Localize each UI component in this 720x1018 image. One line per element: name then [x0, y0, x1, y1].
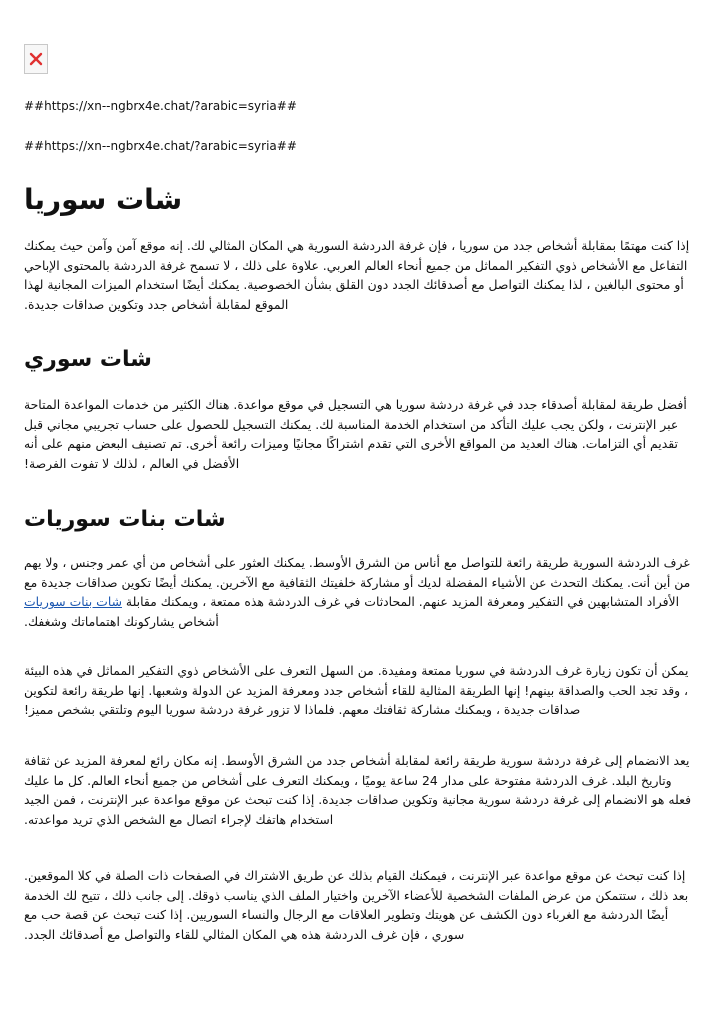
broken-image-icon	[29, 52, 43, 66]
paragraph-text: غرف الدردشة السورية طريقة رائعة للتواصل مع أناس من الشرق الأوسط. يمكنك العثور على أشخاص من أي عمر وجنس ، ولا يهم من أين أنت. يمكنك التحدث عن الأشياء المفضلة لديك أو مشاركة خلفيتك الثقافية مع الآخرين. يمكنك أيضًا تكوين صداقات جديدة مع الأفراد المتشابهين في التفكير ومعرفة المزيد عنهم. المحادثات في غرف الدردشة هذه ممتعة ، ويمكنك مقابلة	[24, 555, 691, 610]
section-heading-syrian-girls-chat: شات بنات سوريات	[24, 507, 226, 532]
syrian-chat-paragraph: أفضل طريقة لمقابلة أصدقاء جدد في غرفة دردشة سوريا هي التسجيل في موقع مواعدة. هناك الكثير من خدمات المواعدة المتاحة عبر الإنترنت ، ولكن يجب عليك التأكد من استخدام الخدمة المناسبة لك. يمكنك التسجيل للحصول على حساب تجريبي مجاني قبل تقديم أي التزامات. هناك العديد من المواقع الأخرى التي تقدم اشتراكًا مجانيًا وميزات رائعة أخرى. تم تصنيف البعض منهم على أنه الأفضل في العالم ، لذلك لا تفوت الفرصة!	[24, 397, 687, 471]
paragraph-text: أشخاص يشاركونك اهتماماتك وشغفك.	[24, 613, 219, 629]
page-title-block	[24, 182, 692, 218]
section-heading-syrian-chat: شات سوري	[24, 347, 152, 372]
intro-paragraph-block	[24, 236, 692, 314]
chat-rooms-visit-paragraph-block	[24, 661, 692, 720]
join-chat-paragraph-block	[24, 751, 692, 829]
syrian-chat-paragraph-block	[24, 395, 692, 473]
syrian-girls-chat-link[interactable]: شات بنات سوريات	[24, 594, 122, 610]
broken-image-placeholder	[24, 44, 48, 74]
intro-paragraph: إذا كنت مهتمًا بمقابلة أشخاص جدد من سوريا ، فإن غرفة الدردشة السورية هي المكان المثالي لك. إنه موقع آمن وآمن حيث يمكنك التفاعل مع الأشخاص ذوي التفكير المماثل من جميع أنحاء العالم العربي. علاوة على ذلك ، لا تسمح غرفة الدردشة بالمحتوى الإباحي أو محتوى البالغين ، لذا يمكنك التواصل مع أصدقائك الجدد دون القلق بشأن الخصوصية. يمكنك أيضًا استخدام الميزات المجانية لهذا الموقع لمقابلة أشخاص جدد وتكوين صداقات جديدة.	[24, 238, 690, 312]
section-heading-block	[24, 505, 692, 535]
source-url-line: ##https://xn--ngbrx4e.chat/?arabic=syria##	[24, 139, 297, 153]
syrian-girls-paragraph	[24, 553, 692, 631]
chat-rooms-visit-paragraph: يمكن أن تكون زيارة غرف الدردشة في سوريا ممتعة ومفيدة. من السهل التعرف على الأشخاص ذوي التفكير المماثل في هذه البيئة ، وقد تجد الحب والصداقة بينهم! إنها الطريقة المثالية للقاء أشخاص جدد ومعرفة المزيد عن الدولة وشعبها. إنها طريقة رائعة لتكوين صداقات جديدة ، ويمكنك مشاركة ثقافتك معهم. فلماذا لا تزور غرفة دردشة سوريا اليوم وتلتقي بشخص مميز!	[24, 663, 689, 718]
source-url-line: ##https://xn--ngbrx4e.chat/?arabic=syria##	[24, 99, 297, 113]
join-chat-paragraph: يعد الانضمام إلى غرفة دردشة سورية طريقة رائعة لمقابلة أشخاص جدد من الشرق الأوسط. إنه مكان رائع لمعرفة المزيد عن ثقافة وتاريخ البلد. غرف الدردشة مفتوحة على مدار 24 ساعة يوميًا ، ويمكنك التعرف على أشخاص من جميع أنحاء العالم. كل ما عليك فعله هو الانضمام إلى غرفة دردشة سورية مجانية وتكوين صداقات جديدة. إذا كنت تبحث عن موقع مواعدة عبر الإنترنت ، فمن الجيد استخدام هاتفك لإجراء اتصال مع الشخص الذي تريد مواعدته.	[24, 753, 692, 827]
page-title: شات سوريا	[24, 183, 183, 216]
section-heading-block	[24, 345, 692, 375]
syrian-girls-paragraph-block	[24, 553, 692, 631]
dating-site-paragraph: إذا كنت تبحث عن موقع مواعدة عبر الإنترنت ، فيمكنك القيام بذلك عن طريق الاشتراك في الصفحات ذات الصلة في كلا الموقعين. بعد ذلك ، ستتمكن من عرض الملفات الشخصية للأعضاء الآخرين واختيار الملف الذي يناسب ذوقك. إلى جانب ذلك ، تتيح لك الخدمة أيضًا الدردشة مع الغرباء دون الكشف عن هويتك وتطوير العلاقات مع الرجال والنساء السوريين. إذا كنت تبحث عن قصة حب مع سوري ، فإن غرف الدردشة هذه هي المكان المثالي للقاء والتواصل مع أصدقائك الجدد.	[24, 868, 689, 942]
dating-site-paragraph-block	[24, 866, 692, 944]
